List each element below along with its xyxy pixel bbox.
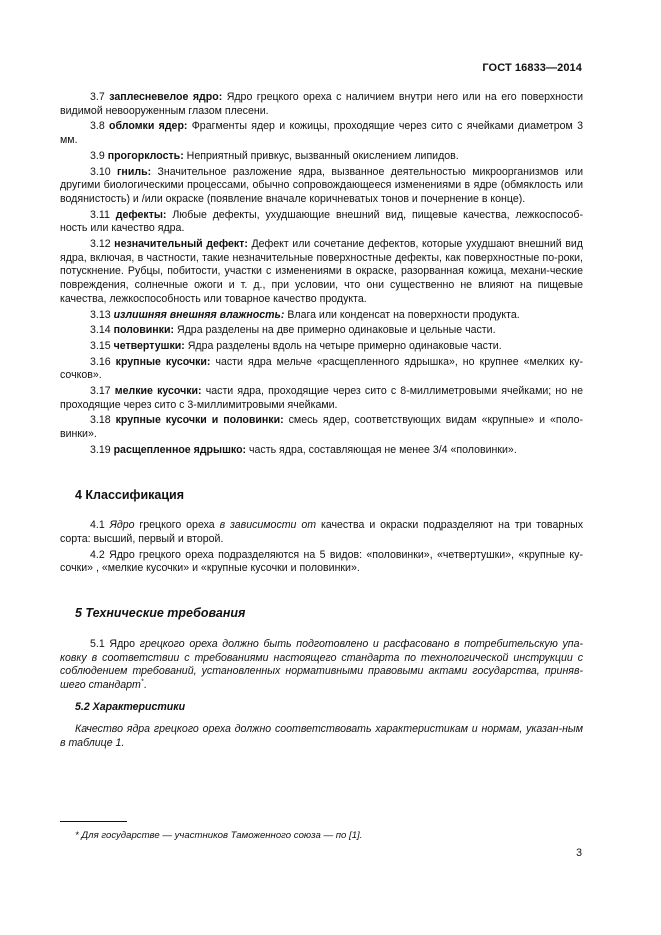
clause-text-part: Ядро — [109, 519, 135, 532]
clause-number: 5.1 — [90, 637, 105, 650]
definition-item — [60, 340, 583, 354]
definition-item — [60, 414, 583, 441]
definition-item — [60, 91, 583, 118]
subsection-5-2-title: 5.2 Характеристики — [75, 700, 186, 713]
definition-term: мелкие кусочки: — [114, 385, 202, 398]
clause-number: 3.10 — [90, 165, 111, 178]
definition-term: заплесневелое ядро: — [109, 91, 223, 103]
definition-term: дефекты: — [115, 208, 167, 221]
definition-term: половинки: — [113, 324, 175, 337]
definition-item — [60, 444, 583, 458]
definition-text: Ядра разделены вдоль на четыре примерно одинаковые части. — [187, 339, 502, 352]
definition-term: обломки ядер: — [109, 120, 188, 133]
clause-text-part: грецкого ореха — [134, 519, 220, 532]
definition-item — [60, 309, 583, 323]
clause-text-part: Ядро — [109, 637, 140, 650]
definition-item — [60, 324, 583, 338]
definition-term: прогорклость: — [107, 149, 184, 162]
definition-term: гниль: — [117, 165, 152, 178]
clause-number: 3.12 — [90, 238, 111, 251]
definition-term: незначительный дефект: — [114, 238, 248, 251]
clause-number: 3.9 — [90, 149, 105, 162]
definition-term: четвертушки: — [113, 339, 185, 352]
definition-text: Фрагменты ядер и кожицы, проходящие через сито с ячейками диаметром 3 мм. — [60, 120, 583, 147]
definition-item — [60, 385, 583, 412]
clause-number: 3.16 — [90, 355, 111, 368]
definition-item — [60, 166, 583, 207]
footnote-marker: * — [140, 678, 144, 686]
definition-text: Любые дефекты, ухудшающие внешний вид, пищевые качества, лежкоспособ-ность или качество ядра. — [60, 208, 583, 235]
definition-text: Ядро грецкого ореха с наличием внутри него или на его поверхности видимой невооруженным глазом плесени. — [60, 91, 583, 117]
definition-text: часть ядра, составляющая не менее 3/4 «половинки». — [249, 443, 517, 456]
definition-text: части ядра мельче «расщепленного ядрышка», но крупнее «мелких ку-сочков». — [60, 355, 583, 382]
standard-code: ГОСТ 16833—2014 — [482, 62, 582, 74]
clause-number: 3.7 — [90, 91, 105, 103]
definition-term: крупные кусочки: — [115, 355, 211, 368]
clause-text-part: . — [143, 678, 147, 691]
definition-text: части ядра, проходящие через сито с 8-миллиметровыми ячейками; но не проходящие через сито с 3-миллимитровыми ячейками. — [60, 385, 583, 411]
definition-term: расщепленное ядрышко: — [113, 443, 247, 456]
clause-text-part: грецкого ореха должно быть подготовлено и расфасовано в потребительскую упа-ковку в соответствии с требованиями настоящего стандарта по технологической инструкции с соблюдением требований, установленных нормативными правовыми актами государства, приняв-шего стандарт — [60, 637, 584, 691]
clause-number: 3.15 — [90, 339, 111, 352]
definition-item — [60, 120, 583, 147]
definition-text: Дефект или сочетание дефектов, которые ухудшают внешний вид ядра, включая, в частности, такие незначительные поверхностные дефекты, как поверхностные по-роки, потускнение. Рубцы, побитости, участки с изменениями в окраске, разорванная кожица, механи-ческие повреждения, солнечные ожоги и т. д., при условии, что они существенно не влияют на пищевые качества, лежкоспособность или товарное качество продукта. — [60, 238, 583, 305]
definition-text: Ядра разделены на две примерно одинаковые и цельные части. — [176, 324, 496, 337]
definition-term: излишняя внешняя влажность: — [113, 308, 285, 321]
clause-text: Ядро грецкого ореха подразделяются на 5 видов: «половинки», «четвертушки», «крупные ку-сочки» , «мелкие кусочки» и «крупные кусочки и половинки». — [60, 548, 583, 575]
clause-number: 3.17 — [90, 385, 111, 398]
clause-number: 3.14 — [90, 324, 111, 337]
clause-text-part: качества и окраски подразделяют на три товарных сорта: высший, первый и второй. — [60, 519, 583, 545]
definition-item — [60, 209, 583, 236]
clause-number: 3.13 — [90, 308, 111, 321]
definition-item — [60, 356, 583, 383]
definition-text: смесь ядер, соответствующих видам «крупные» и «поло-винки». — [60, 414, 584, 441]
page-number: 3 — [576, 847, 582, 859]
clause-number: 3.11 — [90, 208, 110, 221]
page-content — [60, 91, 583, 753]
definition-term: крупные кусочки и половинки: — [115, 414, 284, 427]
paragraph-4-2 — [60, 549, 583, 576]
paragraph-5-2: Качество ядра грецкого ореха должно соответствовать характеристикам и нормам, указан-ным в таблице 1. — [60, 723, 583, 750]
footnote-divider — [60, 821, 127, 822]
definition-text: Значительное разложение ядра, вызванное деятельностью микроорганизмов или другими биологическими процессами, обычно сопровождающееся изменениями в ядре (обмяклость или водянистость) и /или окраске (появление вначале коричневатых тонов и почернение в конце). — [60, 165, 583, 205]
definition-text: Неприятный привкус, вызванный окислением липидов. — [186, 149, 459, 162]
clause-number: 3.19 — [90, 443, 111, 456]
clause-text-part: в зависимости от — [219, 519, 317, 532]
definition-item — [60, 150, 583, 164]
clause-number: 4.1 — [90, 519, 105, 532]
section-5-title: 5 Технические требования — [75, 606, 246, 621]
definition-item — [60, 238, 583, 307]
clause-number: 4.2 — [90, 548, 105, 561]
paragraph-4-1 — [60, 519, 583, 546]
definition-text: Влага или конденсат на поверхности продукта. — [287, 308, 520, 321]
definitions-list — [60, 91, 583, 458]
clause-number: 3.18 — [90, 414, 111, 427]
clause-number: 3.8 — [90, 120, 105, 133]
footnote: * Для государстве — участников Таможенного союза — по [1]. — [75, 830, 363, 841]
section-4-title: 4 Классификация — [75, 487, 185, 502]
paragraph-5-1 — [60, 638, 583, 693]
